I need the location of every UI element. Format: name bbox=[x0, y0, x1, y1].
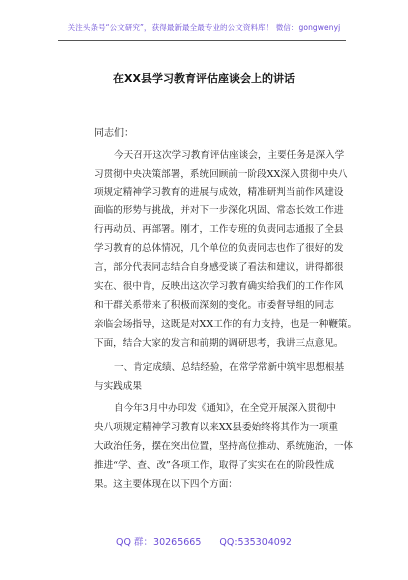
body-line: 和干群关系带来了积极而深刻的变化。市委督导组的同志 bbox=[94, 300, 334, 311]
body-line: 言，部分代表同志结合自身感受谈了看法和建议，讲得都很 bbox=[94, 262, 344, 273]
page-title: 在XX县学习教育评估座谈会上的讲话 bbox=[113, 72, 295, 85]
body-line: 行再动员、再部署。刚才，工作专班的负责同志通报了全县 bbox=[94, 224, 344, 235]
footer-qq-number: QQ:535304092 bbox=[219, 537, 292, 548]
body-line: 习贯彻中央决策部署，系统回顾前一阶段XX深入贯彻中央八 bbox=[94, 169, 348, 180]
body-line: 央八项规定精神学习教育以来XX县委始终将其作为一项重 bbox=[94, 422, 338, 433]
body-line: 果。这主要体现在以下四个方面： bbox=[94, 479, 238, 490]
body-line: 今天召开这次学习教育评估座谈会，主要任务是深入学 bbox=[114, 150, 345, 161]
header-notice: 关注头条号“公文研究”，获得最新最全最专业的公文资料库！ 微信：gongwenyj bbox=[67, 23, 341, 32]
body-line: 与实践成果 bbox=[94, 381, 142, 392]
body-line: 一、肯定成绩、总结经验，在常学常新中筑牢思想根基 bbox=[114, 362, 345, 373]
body-line: 面临的形势与挑战，并对下一步深化巩固、常态长效工作进 bbox=[94, 205, 344, 216]
footer-qq-group: QQ 群：30265665 bbox=[116, 537, 202, 548]
salutation: 同志们： bbox=[94, 128, 134, 139]
body-line: 推进“学、查、改”各项工作，取得了实实在在的阶段性成 bbox=[94, 460, 335, 471]
body-line: 大政治任务，摆在突出位置，坚持高位推动、系统施治，一体 bbox=[94, 441, 354, 452]
footer-contacts bbox=[0, 534, 408, 548]
body-line: 亲临会场指导，这既是对XX工作的有力支持，也是一种鞭策。 bbox=[94, 319, 358, 330]
body-line: 自今年3月中办印发《通知》，在全党开展深入贯彻中 bbox=[114, 403, 336, 414]
header-divider bbox=[58, 40, 346, 41]
body-line: 学习教育的总体情况，几个单位的负责同志也作了很好的发 bbox=[94, 243, 344, 254]
body-line: 下面，结合大家的发言和前期的调研思考，我讲三点意见。 bbox=[94, 338, 344, 349]
body-line: 项规定精神学习教育的进展与成效，精准研判当前作风建设 bbox=[94, 187, 344, 198]
body-line: 实在、很中肯，反映出这次学习教育确实给我们的工作作风 bbox=[94, 281, 344, 292]
